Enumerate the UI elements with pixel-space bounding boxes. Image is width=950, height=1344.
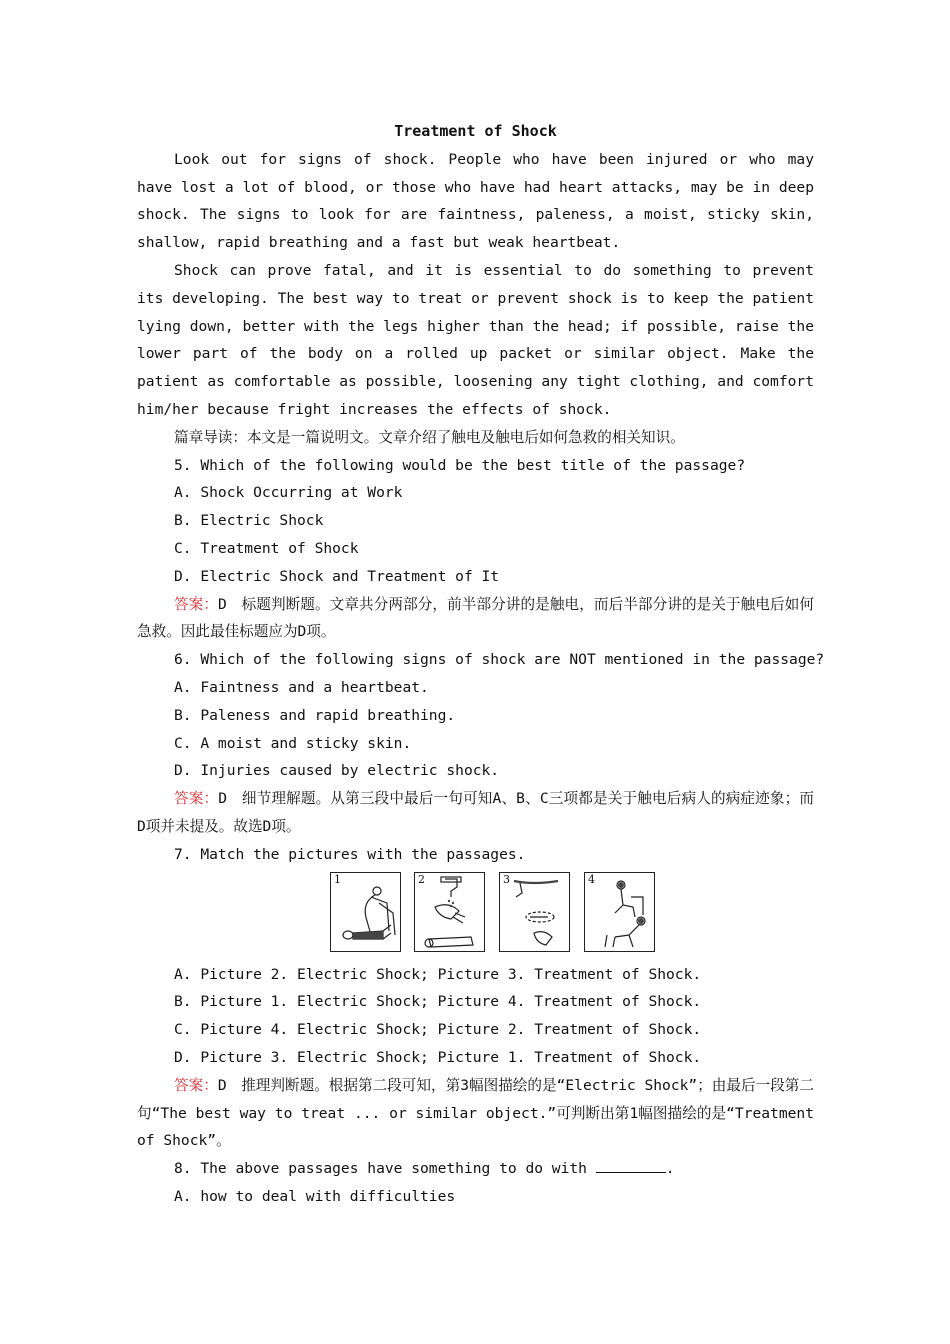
- question-6-stem: 6. Which of the following signs of shock are NOT mentioned in the passage?: [174, 651, 825, 669]
- answer-text: D 推理判断题。根据第二段可知，第3幅图描绘的是“Electric Shock”；由最后一段第二句“The best way to treat ... or similar object.”可判断出第1幅图描绘的是“Treatment of Shock”。: [137, 1076, 814, 1150]
- picture-number: 1: [334, 872, 341, 886]
- answer-text: D 标题判断题。文章共分两部分，前半部分讲的是触电，而后半部分讲的是关于触电后如何急救。因此最佳标题应为D项。: [137, 595, 814, 641]
- question-6-option-c: C. A moist and sticky skin.: [174, 734, 412, 752]
- question-5-answer: [137, 591, 814, 647]
- document-page: [137, 118, 825, 1211]
- helper-and-patient-illustration: [585, 873, 656, 953]
- question-8-stem-text: 8. The above passages have something to do with: [174, 1160, 587, 1178]
- question-5-option-b: B. Electric Shock: [174, 512, 324, 530]
- picture-3: [499, 872, 570, 952]
- passage-paragraph-2: Shock can prove fatal, and it is essential to do something to prevent its developing. The best way to treat or prevent shock is to keep the patient lying down, better with the legs higher than the head; if possible, raise the lower part of the body on a rolled up packet or similar object. Make the patient as comfortable as possible, loosening any tight clothing, and comfort him/her because fright increases the effects of shock.: [137, 261, 814, 418]
- question-7-option-a: A. Picture 2. Electric Shock; Picture 3. Treatment of Shock.: [174, 965, 702, 983]
- picture-2: [414, 872, 485, 952]
- question-5-stem: 5. Which of the following would be the best title of the passage?: [174, 456, 746, 474]
- answer-label: 答案：: [174, 595, 219, 613]
- question-8-stem-end: .: [665, 1160, 675, 1178]
- question-7-option-d: D. Picture 3. Electric Shock; Picture 1. Treatment of Shock.: [174, 1048, 702, 1066]
- reading-guide: 篇章导读：本文是一篇说明文。文章介绍了触电及触电后如何急救的相关知识。: [174, 428, 685, 446]
- question-7-option-b: B. Picture 1. Electric Shock; Picture 4. Treatment of Shock.: [174, 993, 702, 1011]
- question-8-stem: [137, 1155, 814, 1183]
- water-tap-illustration: [415, 873, 486, 953]
- question-7-option-c: C. Picture 4. Electric Shock; Picture 2. Treatment of Shock.: [174, 1021, 702, 1039]
- answer-label: 答案：: [174, 790, 219, 808]
- answer-text: D 细节理解题。从第三段中最后一句可知A、B、C三项都是关于触电后病人的病症迹象；而D项并未提及。故选D项。: [137, 790, 814, 835]
- passage-paragraph-1: Look out for signs of shock. People who have been injured or who may have lost a lot of blood, or those who have had heart attacks, may be in deep shock. The signs to look for are faintness, paleness, a moist, sticky skin, shallow, rapid breathing and a fast but weak heartbeat.: [137, 150, 814, 252]
- question-5-option-a: A. Shock Occurring at Work: [174, 484, 403, 502]
- picture-1: [330, 872, 401, 952]
- electric-wire-illustration: [500, 873, 571, 953]
- picture-number: 3: [503, 872, 510, 886]
- lying-patient-illustration: [331, 873, 402, 953]
- question-6-option-a: A. Faintness and a heartbeat.: [174, 678, 429, 696]
- picture-4: [584, 872, 655, 952]
- passage-title: Treatment of Shock: [394, 122, 557, 140]
- question-6-option-b: B. Paleness and rapid breathing.: [174, 706, 456, 724]
- question-5-option-c: C. Treatment of Shock: [174, 539, 359, 557]
- picture-strip: [137, 872, 814, 957]
- answer-blank: [596, 1158, 666, 1173]
- question-7-stem: 7. Match the pictures with the passages.: [174, 845, 526, 863]
- picture-number: 4: [588, 872, 595, 886]
- question-5-option-d: D. Electric Shock and Treatment of It: [174, 567, 500, 585]
- question-8-option-a: A. how to deal with difficulties: [174, 1187, 456, 1205]
- answer-label: 答案：: [174, 1076, 218, 1094]
- question-6-option-d: D. Injuries caused by electric shock.: [174, 762, 500, 780]
- question-6-answer: [137, 785, 814, 841]
- question-7-answer: [137, 1072, 814, 1155]
- picture-number: 2: [418, 872, 425, 886]
